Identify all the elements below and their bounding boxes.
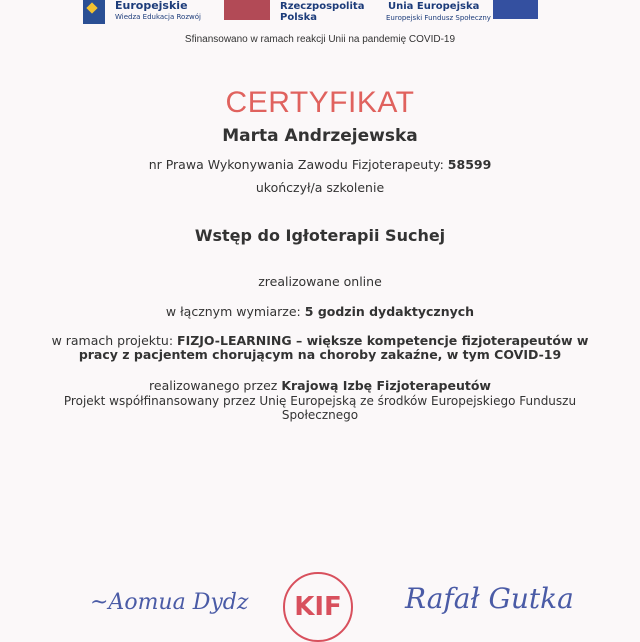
signature-right: Rafał Gutka (405, 582, 574, 615)
license-label: nr Prawa Wykonywania Zawodu Fizjoterapeuty: (148, 157, 444, 172)
mode-text: zrealizowane online (258, 274, 382, 289)
course-name: Wstęp do Igłoterapii Suchej (194, 226, 446, 245)
hours-value: 5 godzin dydaktycznych (304, 304, 475, 319)
ue-logo-title: Unia Europejska (388, 1, 480, 12)
license-line (0, 157, 640, 172)
signature-left: ~Aomua Dydz (90, 590, 249, 615)
kif-stamp: KIF (283, 572, 353, 642)
rp-line1: Rzeczpospolita (280, 1, 365, 12)
realized-line (0, 378, 640, 393)
project-label: w ramach projektu: (51, 333, 174, 348)
completed-text: ukończył/a szkolenie (255, 180, 385, 195)
eu-flag (493, 0, 538, 19)
project-name-1: FIZJO-LEARNING – większe kompetencje fizjoterapeutów w (177, 333, 589, 348)
project-name-2: pracy z pacjentem chorującym na choroby zakaźne, w tym COVID-19 (78, 347, 562, 362)
rp-logo-text (280, 1, 364, 23)
rp-line2: Polska (280, 12, 317, 23)
certificate-title: CERTYFIKAT (225, 86, 415, 119)
project-line-1 (0, 333, 640, 348)
cofinance-2: Społecznego (281, 408, 359, 422)
poland-flag (224, 0, 270, 20)
hours-line (0, 304, 640, 319)
fe-logo-subtitle: Wiedza Edukacja Rozwój (115, 13, 201, 21)
funding-note: Sfinansowano w ramach reakcji Unii na pandemię COVID-19 (184, 34, 456, 45)
ue-logo-subtitle: Europejski Fundusz Społeczny (386, 14, 491, 22)
hours-label: w łącznym wymiarze: (165, 304, 301, 319)
license-number: 58599 (447, 157, 492, 172)
recipient-name: Marta Andrzejewska (222, 126, 418, 146)
cofinance-1: Projekt współfinansowany przez Unię Europejską ze środków Europejskiego Funduszu (63, 394, 577, 408)
realized-label: realizowanego przez (149, 378, 278, 393)
realized-by: Krajową Izbę Fizjoterapeutów (281, 378, 491, 393)
fe-logo-title: Europejskie (115, 0, 188, 12)
